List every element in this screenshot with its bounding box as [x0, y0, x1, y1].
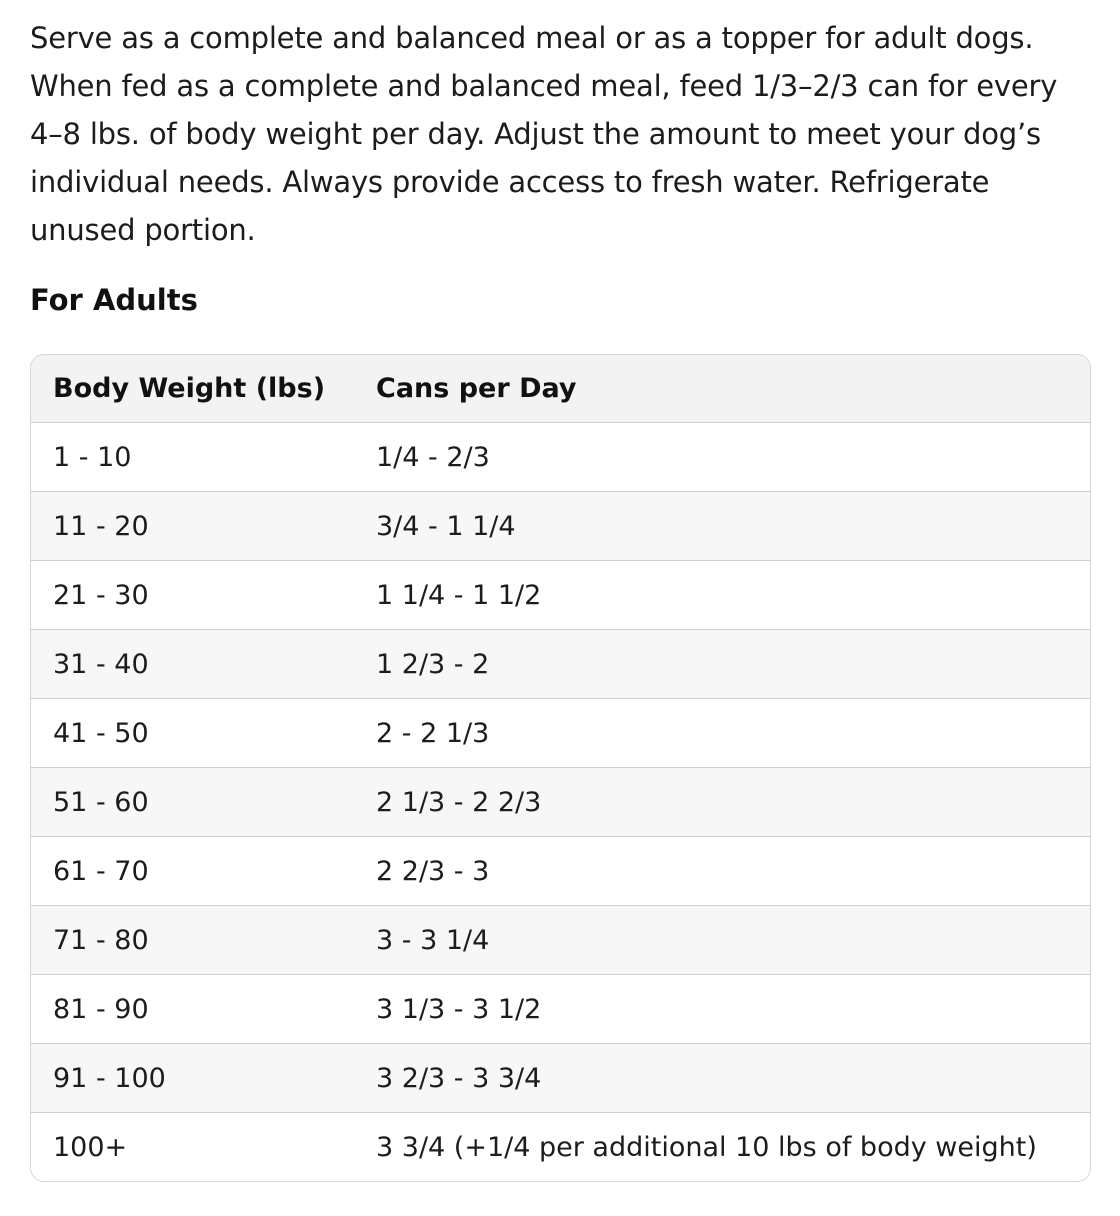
cans-per-day-cell: 2 2/3 - 3 [354, 837, 1090, 906]
body-weight-cell: 91 - 100 [31, 1044, 354, 1113]
table-row [31, 630, 1090, 699]
cans-per-day-cell: 3 1/3 - 3 1/2 [354, 975, 1090, 1044]
section-heading: For Adults [30, 283, 198, 317]
table-row [31, 699, 1090, 768]
column-header-cans-per-day: Cans per Day [354, 355, 1090, 423]
table-body [31, 423, 1090, 1182]
table-row [31, 492, 1090, 561]
table-row [31, 906, 1090, 975]
body-weight-cell: 51 - 60 [31, 768, 354, 837]
feeding-table-container [30, 354, 1091, 1182]
cans-per-day-cell: 3/4 - 1 1/4 [354, 492, 1090, 561]
table-row [31, 423, 1090, 492]
cans-per-day-cell: 3 2/3 - 3 3/4 [354, 1044, 1090, 1113]
cans-per-day-cell: 3 3/4 (+1/4 per additional 10 lbs of body weight) [376, 1131, 1037, 1163]
body-weight-cell: 100+ [53, 1131, 128, 1163]
body-weight-cell: 11 - 20 [31, 492, 354, 561]
table-row [31, 837, 1090, 906]
table-row [31, 561, 1090, 630]
table-row [31, 1113, 1090, 1182]
body-weight-cell: 41 - 50 [31, 699, 354, 768]
body-weight-cell: 61 - 70 [31, 837, 354, 906]
body-weight-cell: 1 - 10 [31, 423, 354, 492]
cans-per-day-cell: 1 2/3 - 2 [354, 630, 1090, 699]
body-weight-cell: 81 - 90 [31, 975, 354, 1044]
body-weight-cell: 31 - 40 [31, 630, 354, 699]
feeding-table [31, 355, 1090, 1181]
cans-per-day-cell: 2 - 2 1/3 [354, 699, 1090, 768]
body-weight-cell: 71 - 80 [31, 906, 354, 975]
table-row [31, 975, 1090, 1044]
column-header-body-weight: Body Weight (lbs) [31, 355, 354, 423]
body-weight-cell: 21 - 30 [31, 561, 354, 630]
table-header [31, 355, 1090, 423]
feeding-instructions: Serve as a complete and balanced meal or as a topper for adult dogs. When fed as a complete and balanced meal, feed 1/3–2/3 can for every 4–8 lbs. of body weight per day. Adjust the amount to meet your dog’s individual needs. Always provide access to fresh water. Refrigerate unused portion. [30, 21, 1058, 247]
table-header-row [31, 355, 1090, 423]
cans-per-day-cell: 3 - 3 1/4 [354, 906, 1090, 975]
table-row [31, 1044, 1090, 1113]
cans-per-day-cell: 1 1/4 - 1 1/2 [354, 561, 1090, 630]
cans-per-day-cell: 1/4 - 2/3 [354, 423, 1090, 492]
cans-per-day-cell: 2 1/3 - 2 2/3 [354, 768, 1090, 837]
table-row [31, 768, 1090, 837]
